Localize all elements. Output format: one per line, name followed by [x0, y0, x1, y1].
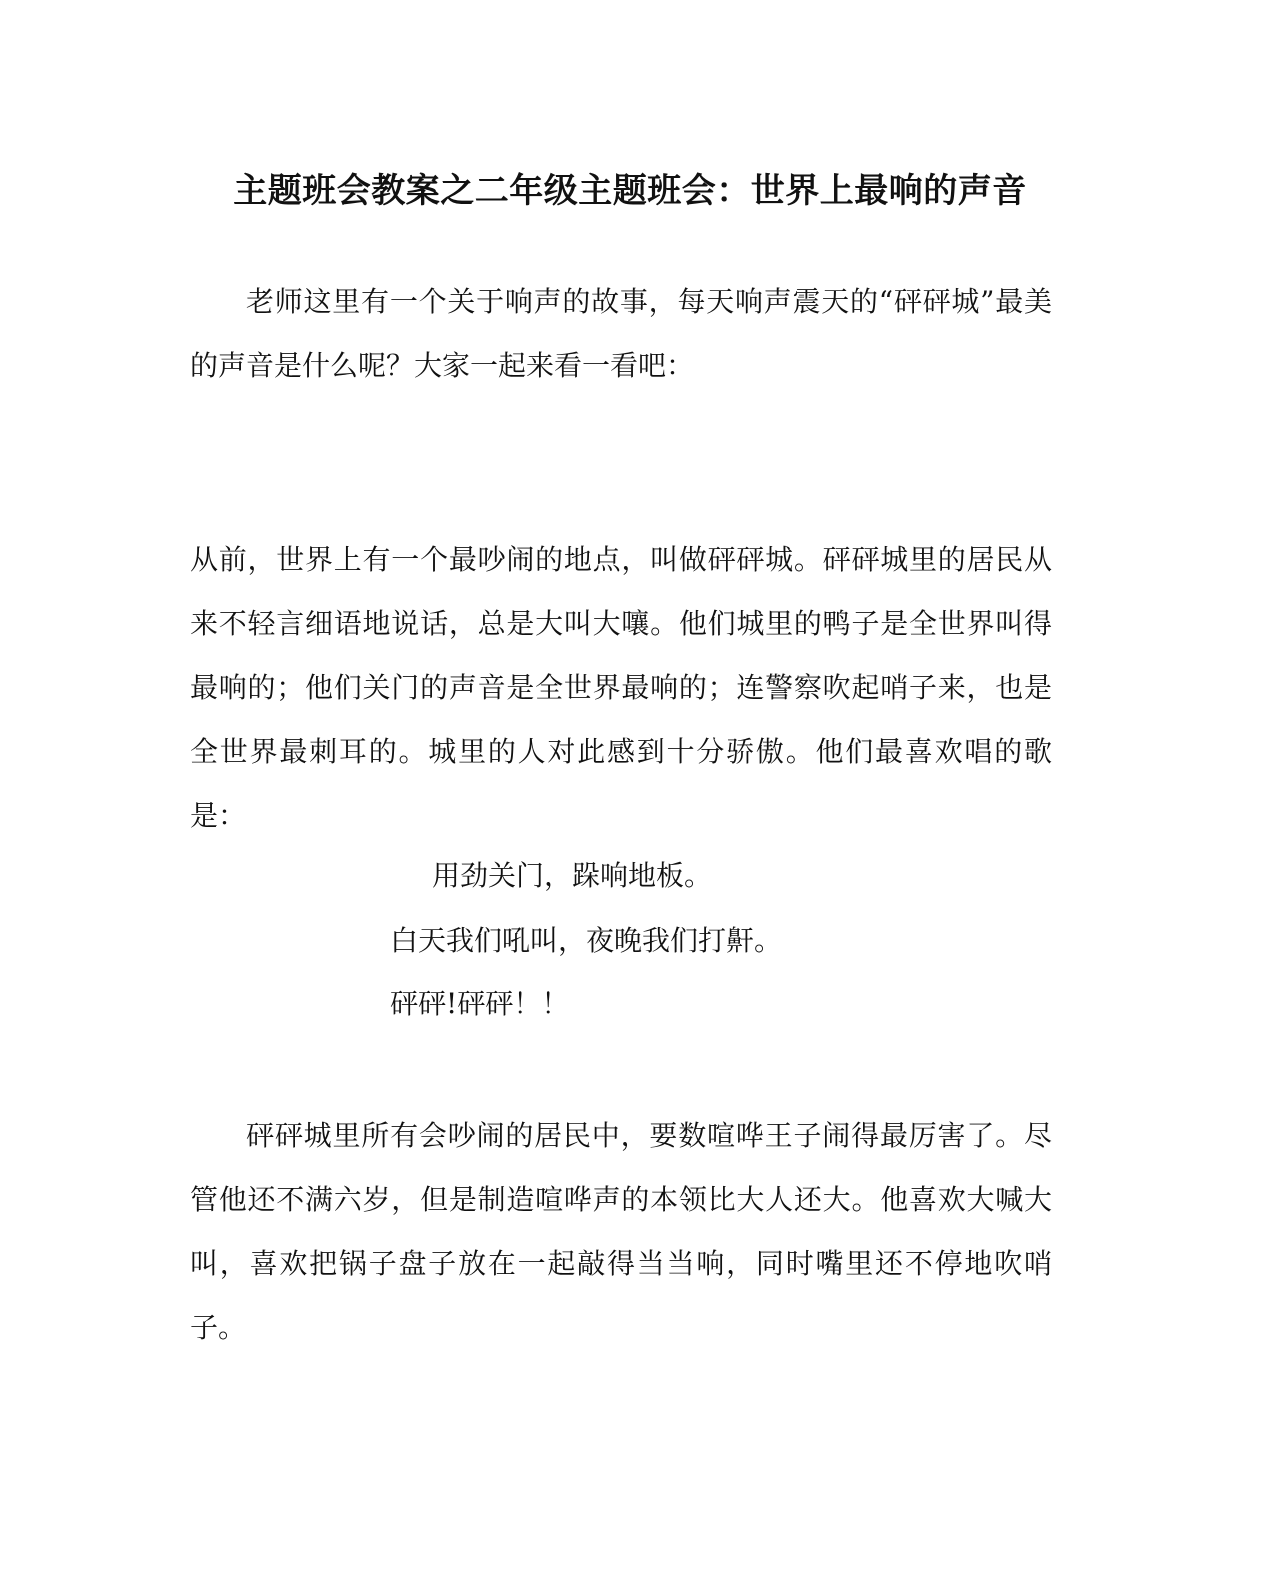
song-line-3: 砰砰!砰砰！！	[390, 987, 570, 1020]
story-paragraph-2: 砰砰城里所有会吵闹的居民中，要数喧哗王子闹得最厉害了。尽管他还不满六岁，但是制造喧哗声的本领比大人还大。他喜欢大喊大叫，喜欢把锅子盘子放在一起敲得当当响，同时嘴里还不停地吹哨子。	[190, 1119, 1052, 1344]
intro-paragraph: 老师这里有一个关于响声的故事，每天响声震天的“砰砰城”最美的声音是什么呢？大家一起来看一看吧：	[190, 285, 1052, 382]
story-paragraph-1: 从前，世界上有一个最吵闹的地点，叫做砰砰城。砰砰城里的居民从来不轻言细语地说话，总是大叫大嚷。他们城里的鸭子是全世界叫得最响的；他们关门的声音是全世界最响的；连警察吹起哨子来，也是全世界最刺耳的。城里的人对此感到十分骄傲。他们最喜欢唱的歌是：	[190, 543, 1052, 832]
song-line-1: 用劲关门，跺响地板。	[432, 859, 713, 892]
document-title: 主题班会教案之二年级主题班会：世界上最响的声音	[233, 171, 1027, 211]
song-line-2: 白天我们吼叫，夜晚我们打鼾。	[390, 924, 783, 957]
